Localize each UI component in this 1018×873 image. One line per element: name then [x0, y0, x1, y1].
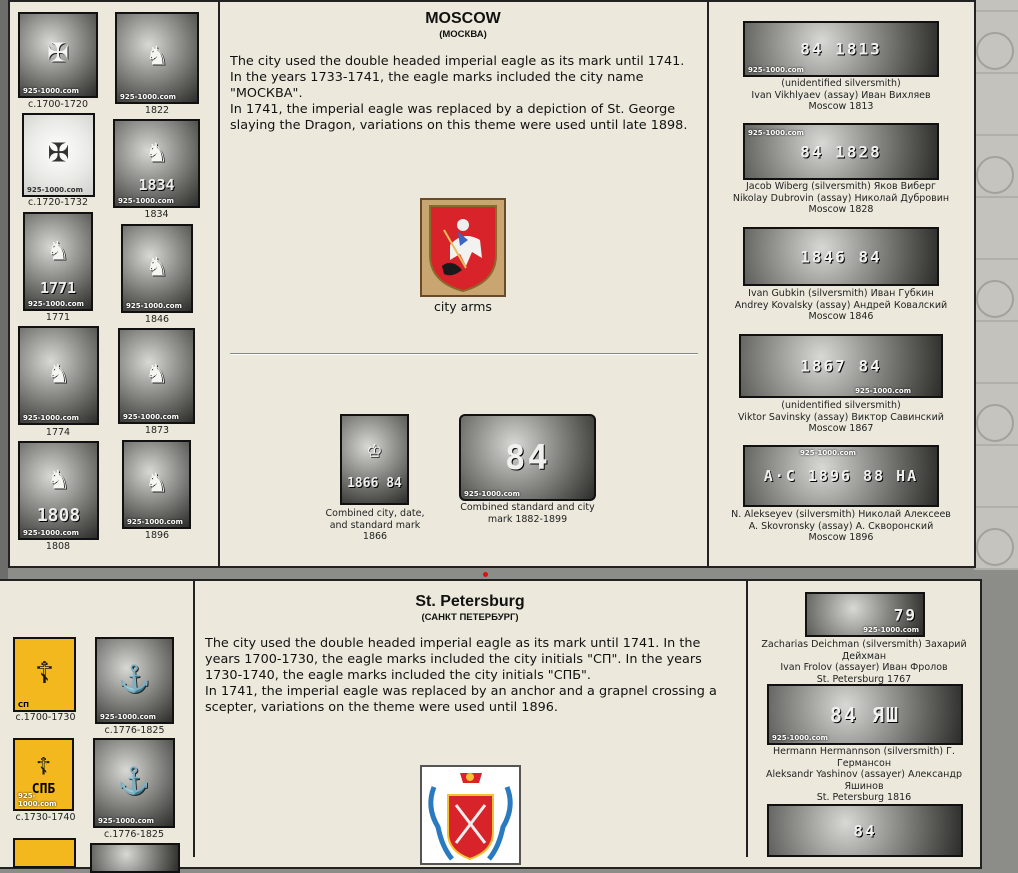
- horizontal-rule: [230, 353, 698, 355]
- hallmark-strip-image[interactable]: [743, 445, 939, 507]
- section-subtitle: (МОСКВА): [439, 29, 487, 40]
- watermark: 925-1000.com: [27, 186, 83, 194]
- mark-caption: 1771: [45, 312, 71, 323]
- hallmark-image[interactable]: ♞ 925-1000.com: [121, 224, 193, 313]
- credit-line: St. Petersburg 1816: [816, 792, 912, 803]
- column-divider: [707, 0, 709, 568]
- watermark: 925-1000.com: [126, 302, 182, 310]
- mark-date-text: 1771: [39, 279, 77, 297]
- mark-plate-text: 79: [893, 605, 917, 624]
- mark-caption: 1846: [144, 314, 170, 325]
- maker-credit: [718, 181, 964, 216]
- credit-line: St. Petersburg 1767: [816, 673, 912, 685]
- section-description: [205, 636, 737, 716]
- hallmark-image[interactable]: ♔ 1866 84: [340, 414, 409, 505]
- credit-line: (unidentified silversmith): [781, 78, 901, 89]
- hallmark-image[interactable]: ⚓ 925-1000.com: [93, 738, 175, 828]
- mark-caption: c.1776-1825: [104, 725, 165, 736]
- description-paragraph: In 1741, the imperial eagle was replaced by a depiction of St. George slaying the Dragon, variations on this theme were used until late 1898.: [230, 102, 688, 133]
- watermark: 925-1000.com: [123, 413, 179, 421]
- watermark: 925-1000.com: [127, 518, 183, 526]
- hallmark-image[interactable]: ♞ 925-1000.com: [118, 328, 195, 424]
- moscow-city-arms-image[interactable]: [420, 198, 506, 297]
- credit-line: (unidentified silversmith): [781, 400, 901, 411]
- hallmark-image[interactable]: ✠ 925-1000.com: [22, 113, 95, 197]
- mark-plate-text: 1867 84: [800, 356, 882, 376]
- section-title: MOSCOW: [425, 10, 501, 27]
- watermark: 925-1000.com: [100, 713, 156, 721]
- hallmark-strip-image[interactable]: [767, 684, 963, 745]
- hallmark-strip-image[interactable]: [743, 21, 939, 77]
- mark-date-text: 1808: [36, 505, 81, 526]
- credit-line: Viktor Savinsky (assay) Виктор Савинский: [738, 411, 944, 423]
- hallmark-image[interactable]: ♞ 925-1000.com: [122, 440, 191, 529]
- credit-line: Moscow 1813: [808, 101, 874, 112]
- hallmark-image[interactable]: [13, 838, 76, 868]
- hallmark-strip-image[interactable]: [739, 334, 943, 398]
- credit-line: Jacob Wiberg (silversmith) Яков Виберг: [745, 181, 936, 192]
- section-separator-dot: [483, 572, 488, 577]
- mark-plate-text: A·C 1896 88 HA: [763, 467, 919, 485]
- hallmark-image[interactable]: ♞ 925-1000.com: [115, 12, 199, 104]
- watermark: 925-1000.com: [23, 529, 79, 537]
- mark-initials-text: СПБ: [31, 782, 56, 797]
- maker-credit: [718, 78, 964, 113]
- mark-date-text: 1834: [138, 176, 175, 194]
- section-description: [230, 54, 696, 134]
- mark-plate-text: 1846 84: [800, 247, 882, 266]
- hallmark-strip-image[interactable]: [805, 592, 925, 637]
- hallmark-image[interactable]: [459, 414, 596, 501]
- watermark: 925-1000.com: [855, 387, 911, 395]
- mark-caption: 1774: [45, 427, 71, 438]
- hallmark-image[interactable]: ✠ 925-1000.com: [18, 12, 98, 98]
- watermark: 925-1000.com: [800, 449, 856, 457]
- watermark: 925-1000.com: [28, 300, 84, 308]
- maker-credit: [718, 509, 964, 544]
- coat-of-arms-icon: [422, 767, 519, 863]
- watermark: 925-1000.com: [772, 734, 828, 742]
- stpetersburg-city-arms-image[interactable]: [420, 765, 521, 865]
- mark-caption: c.1776-1825: [103, 829, 165, 840]
- mark-caption: 1808: [45, 541, 71, 552]
- hallmark-image[interactable]: ♞ 1808 925-1000.com: [18, 441, 99, 540]
- mark-initials-text: СП: [18, 701, 29, 709]
- description-paragraph: In 1741, the imperial eagle was replaced by an anchor and a grapnel crossing a scepter, variations on the theme were used until 1896.: [205, 684, 717, 715]
- maker-credit: [718, 288, 964, 323]
- decorative-border: [974, 0, 1018, 570]
- credit-line: Ivan Frolov (assayer) Иван Фролов: [780, 662, 948, 673]
- mark-plate-text: 84 1813: [800, 39, 882, 59]
- watermark: 925-1000.com: [120, 93, 176, 101]
- mark-caption: c.1700-1730: [15, 712, 76, 723]
- mark-plate-text: 84: [505, 437, 550, 478]
- maker-credit: [752, 639, 976, 685]
- mark-plate-text: 84 ЯШ: [829, 702, 901, 727]
- maker-credit: [718, 400, 964, 435]
- credit-line: Moscow 1846: [808, 311, 874, 322]
- credit-line: A. Skovronsky (assay) А. Скворонский: [748, 520, 934, 532]
- medal-ornament-icon: [976, 404, 1014, 442]
- credit-line: Moscow 1828: [808, 204, 874, 215]
- watermark: 925-1000.com: [18, 792, 57, 808]
- mark-caption: 1896: [144, 530, 170, 541]
- description-paragraph: The city used the double headed imperial eagle as its mark until 1741. In the years 1733-1741, the eagle marks included the city name "МОСКВА".: [230, 54, 685, 101]
- credit-line: Moscow 1896: [808, 532, 874, 543]
- medal-ornament-icon: [976, 280, 1014, 318]
- mark-caption: c.1730-1740: [15, 812, 76, 823]
- credit-line: N. Alekseyev (silversmith) Николай Алексеев: [731, 509, 951, 520]
- hallmark-image[interactable]: ☦ СПБ 925-1000.com: [13, 738, 74, 811]
- mark-caption: Combined city, date, and standard mark 1866: [325, 508, 425, 542]
- mark-caption: 1822: [144, 105, 170, 116]
- credit-line: Nikolay Dubrovin (assay) Николай Дубровин: [732, 192, 950, 204]
- hallmark-strip-image[interactable]: [767, 804, 963, 857]
- medal-ornament-icon: [976, 156, 1014, 194]
- mark-caption: c.1720-1732: [27, 197, 89, 208]
- section-subtitle: (САНКТ ПЕТЕРБУРГ): [421, 612, 519, 623]
- mark-caption: c.1700-1720: [27, 99, 89, 110]
- credit-line: Moscow 1867: [808, 423, 874, 434]
- watermark: 925-1000.com: [98, 817, 154, 825]
- column-divider: [218, 0, 220, 568]
- medal-ornament-icon: [976, 32, 1014, 70]
- hallmark-image[interactable]: ♞ 1834 925-1000.com: [113, 119, 200, 208]
- arms-caption: city arms: [434, 299, 492, 314]
- mark-date-text: 1866 84: [347, 476, 402, 491]
- section-title: St. Petersburg: [415, 593, 525, 610]
- credit-line: Zacharias Deichman (silversmith) Захарий Дейхман: [761, 639, 967, 662]
- hallmark-image[interactable]: ⚓ 925-1000.com: [95, 637, 174, 724]
- hallmark-strip-image[interactable]: [743, 227, 939, 286]
- mark-caption: Combined standard and city mark 1882-1899: [460, 502, 595, 525]
- hallmark-image[interactable]: ♞ 925-1000.com: [18, 326, 99, 425]
- watermark: 925-1000.com: [23, 414, 79, 422]
- credit-line: Andrey Kovalsky (assay) Андрей Ковалский: [734, 299, 948, 311]
- description-paragraph: The city used the double headed imperial eagle as its mark until 1741. In the years 1700-1730, the eagle marks included the city initials "СП". In the years 1730-1740, the eagle marks included the city initials "СПБ".: [205, 636, 702, 683]
- mark-caption: 1834: [144, 209, 169, 220]
- medal-ornament-icon: [976, 528, 1014, 566]
- credit-line: Hermann Hermannson (silversmith) Г. Германсон: [773, 746, 955, 769]
- credit-line: Ivan Vikhlyaev (assay) Иван Вихляев: [751, 89, 931, 101]
- credit-line: Ivan Gubkin (silversmith) Иван Губкин: [748, 288, 934, 299]
- watermark: 925-1000.com: [863, 626, 919, 634]
- credit-line: Aleksandr Yashinov (assayer) Александр Яшинов: [766, 769, 962, 792]
- hallmark-image[interactable]: ♞ 1771 925-1000.com: [23, 212, 93, 311]
- mark-plate-text: 84 1828: [800, 142, 882, 161]
- watermark: 925-1000.com: [464, 490, 520, 498]
- coat-of-arms-icon: [422, 200, 504, 295]
- mark-plate-text: 84: [853, 821, 877, 840]
- watermark: 925-1000.com: [118, 197, 174, 205]
- maker-credit: [752, 746, 976, 804]
- hallmark-image[interactable]: ☦ СП: [13, 637, 76, 712]
- hallmark-strip-image[interactable]: [743, 123, 939, 180]
- hallmark-image[interactable]: [90, 843, 180, 873]
- watermark: 925-1000.com: [748, 66, 804, 74]
- column-divider: [746, 579, 748, 857]
- mark-caption: 1873: [144, 425, 170, 436]
- watermark: 925-1000.com: [23, 87, 79, 95]
- watermark: 925-1000.com: [748, 129, 804, 137]
